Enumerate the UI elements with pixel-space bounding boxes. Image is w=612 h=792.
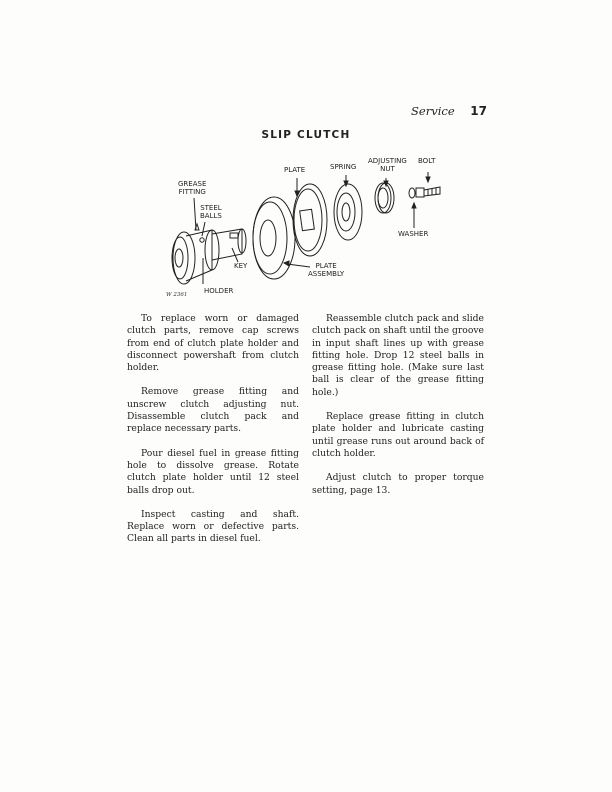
leader-steel-balls: [202, 222, 205, 236]
paragraph: Inspect casting and shaft. Replace worn or defective parts. Clean all parts in diesel fuel.: [127, 508, 299, 545]
key-shape: [230, 233, 238, 238]
label-bolt: BOLT: [418, 157, 436, 165]
label-adjusting-nut: ADJUSTING NUT: [368, 157, 407, 173]
page-number: 17: [470, 104, 487, 118]
bolt-head: [416, 188, 424, 197]
label-grease-fitting: GREASE FITTING: [178, 180, 207, 196]
paragraph: To replace worn or damaged clutch parts, remove cap screws from end of clutch plate holder and disconnect powershaft from clutch holder.: [127, 313, 299, 374]
washer-shape: [409, 188, 415, 198]
right-column: [312, 313, 484, 509]
label-washer: WASHER: [398, 230, 429, 238]
paragraph: Remove grease fitting and unscrew clutch adjusting nut. Disassemble clutch pack and replace necessary parts.: [127, 386, 299, 435]
exploded-diagram: [150, 150, 470, 310]
steel-ball: [200, 238, 204, 242]
label-spring: SPRING: [330, 163, 357, 171]
section-name: Service: [411, 104, 455, 118]
paragraph: Replace grease fitting in clutch plate holder and lubricate casting until grease runs out around back of clutch holder.: [312, 411, 484, 459]
figure-code: W 2361: [166, 292, 188, 298]
label-steel-balls: STEEL BALLS: [200, 204, 222, 220]
label-plate: PLATE: [284, 166, 306, 174]
paragraph: Adjust clutch to proper torque setting, page 13.: [312, 472, 484, 496]
spring-shape: [334, 184, 362, 240]
paragraph: Pour diesel fuel in grease fitting hole to dissolve grease. Rotate clutch plate holder until 12 steel balls drop out.: [127, 447, 299, 496]
left-column: [127, 313, 299, 558]
label-key: KEY: [234, 262, 248, 270]
leader-grease-fitting: [194, 198, 196, 230]
page-header: [411, 104, 487, 118]
label-holder: HOLDER: [204, 287, 234, 295]
page-title: SLIP CLUTCH: [261, 129, 351, 141]
label-plate-assembly: PLATE ASSEMBLY: [308, 262, 345, 278]
paragraph: Reassemble clutch pack and slide clutch pack on shaft until the groove in input shaft lines up with grease fitting hole. Drop 12 steel balls in grease fitting hole. (Make sure last ball is clear of the grease fitting hole.): [312, 313, 484, 398]
